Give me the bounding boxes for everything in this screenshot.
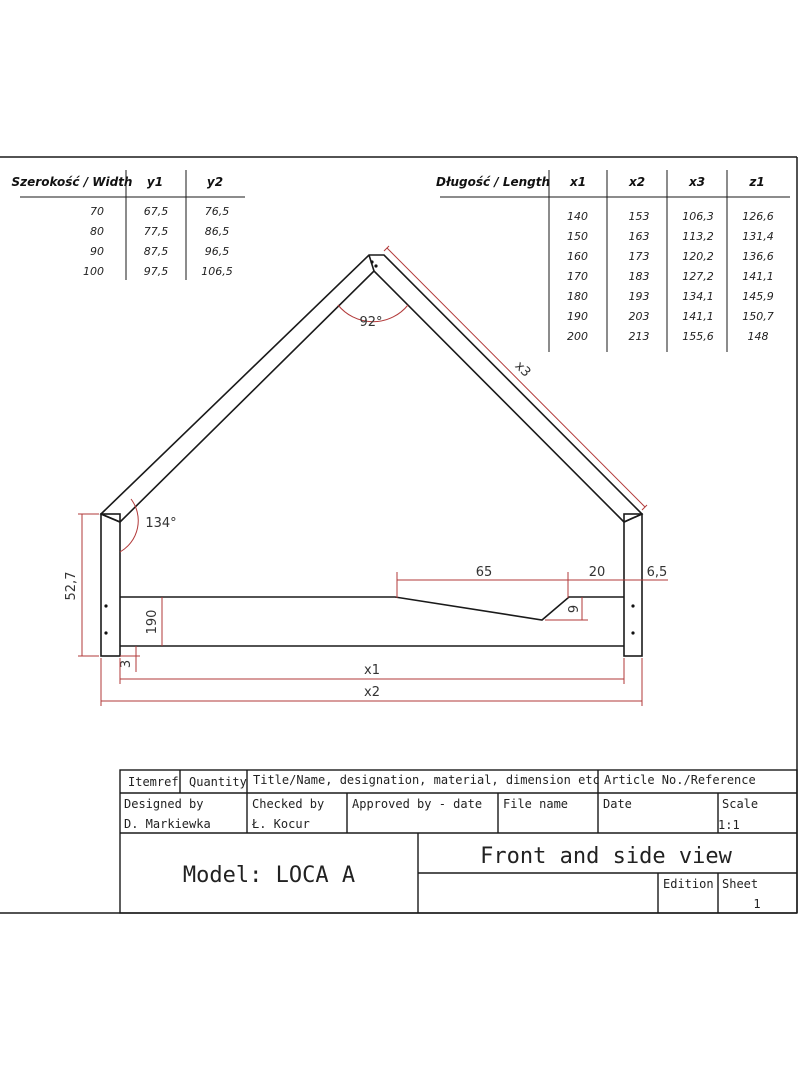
length-table-header-size: Długość / Length — [435, 175, 551, 189]
length-cell: 141,1 — [742, 270, 774, 283]
width-cell: 97,5 — [143, 265, 169, 278]
length-cell: 120,2 — [682, 250, 714, 263]
x2-dimension-label: x2 — [364, 685, 380, 700]
rail-height-dimension-label: 190 — [145, 609, 160, 635]
width-table-header-y1: y1 — [146, 175, 164, 189]
designed-by-label: Designed by — [124, 797, 204, 811]
length-cell: 173 — [628, 250, 650, 263]
width-cell: 76,5 — [204, 205, 230, 218]
side-rail-top — [120, 597, 624, 620]
length-cell: 170 — [567, 270, 588, 283]
itemref-label: Itemref — [128, 775, 179, 789]
width-cell: 96,5 — [204, 245, 230, 258]
width-table-header-size: Szerokość / Width — [11, 175, 133, 189]
length-cell: 106,3 — [682, 210, 714, 223]
length-table — [436, 170, 790, 352]
length-cell: 153 — [628, 210, 650, 223]
checked-by-label: Checked by — [252, 797, 325, 811]
quantity-label: Quantity — [189, 775, 247, 789]
length-cell: 163 — [628, 230, 650, 243]
edition-label: Edition — [663, 877, 714, 891]
width-cell: 106,5 — [201, 265, 233, 278]
length-cell: 150 — [567, 230, 588, 243]
top-angle-label: 92° — [359, 315, 383, 330]
length-cell: 200 — [567, 330, 588, 343]
roof-right-joint — [624, 514, 642, 522]
roof-frame — [101, 255, 642, 522]
x3-dimension-label: x3 — [511, 358, 534, 381]
width-cell: 77,5 — [143, 225, 169, 238]
side-angle-label: 134° — [145, 516, 177, 531]
length-table-header-x3: x3 — [688, 175, 706, 189]
length-cell: 155,6 — [682, 330, 714, 343]
title-name-label: Title/Name, designation, material, dimension etc — [253, 773, 600, 787]
width-cell: 67,5 — [143, 205, 169, 218]
cutout-65-dimension-label: 65 — [475, 565, 493, 580]
height-dimension-label: 52,7 — [64, 571, 79, 601]
length-cell: 131,4 — [742, 230, 774, 243]
file-name-label: File name — [503, 797, 569, 811]
scale-value: 1:1 — [718, 818, 740, 832]
sheet-value: 1 — [753, 897, 761, 911]
date-label: Date — [603, 797, 632, 811]
width-cell: 70 — [90, 205, 104, 218]
length-cell: 113,2 — [682, 230, 714, 243]
width-table — [12, 170, 245, 280]
sheet-label: Sheet — [722, 877, 759, 891]
designed-by-value: D. Markiewka — [124, 817, 211, 831]
length-cell: 193 — [628, 290, 650, 303]
post-6-5-dimension-label: 6,5 — [646, 565, 668, 580]
length-cell: 203 — [628, 310, 650, 323]
length-cell: 140 — [567, 210, 588, 223]
width-cell: 80 — [90, 225, 104, 238]
offset-3-dimension-label: 3 — [119, 659, 134, 669]
checked-by-value: Ł. Kocur — [252, 817, 310, 831]
length-cell: 180 — [567, 290, 588, 303]
right-post — [624, 514, 642, 656]
length-cell: 127,2 — [682, 270, 714, 283]
article-label: Article No./Reference — [604, 773, 756, 787]
length-cell: 134,1 — [682, 290, 714, 303]
length-cell: 160 — [567, 250, 588, 263]
length-cell: 190 — [567, 310, 588, 323]
cutout-20-dimension-label: 20 — [588, 565, 606, 580]
model-name: Model: LOCA A — [182, 863, 356, 888]
length-cell: 126,6 — [742, 210, 774, 223]
length-cell: 145,9 — [742, 290, 774, 303]
title-block — [120, 770, 797, 913]
length-cell: 183 — [628, 270, 650, 283]
length-table-header-x1: x1 — [569, 175, 587, 189]
roof-left-joint — [101, 514, 120, 522]
length-table-header-z1: z1 — [749, 175, 765, 189]
length-table-header-x2: x2 — [628, 175, 646, 189]
side-angle-arc — [120, 499, 138, 552]
width-cell: 86,5 — [204, 225, 230, 238]
left-post — [101, 514, 120, 656]
length-cell: 213 — [628, 330, 650, 343]
x3-dimension-line — [387, 248, 645, 507]
width-table-header-y2: y2 — [206, 175, 224, 189]
width-cell: 87,5 — [143, 245, 169, 258]
length-cell: 148 — [747, 330, 769, 343]
x1-dimension-label: x1 — [364, 663, 380, 678]
cutout-9-dimension-label: 9 — [567, 604, 582, 614]
width-cell: 100 — [83, 265, 104, 278]
approved-by-label: Approved by - date — [352, 797, 483, 811]
length-cell: 150,7 — [742, 310, 774, 323]
width-cell: 90 — [90, 245, 104, 258]
length-cell: 136,6 — [742, 250, 774, 263]
scale-label: Scale — [722, 797, 759, 811]
length-cell: 141,1 — [682, 310, 714, 323]
view-title: Front and side view — [480, 844, 732, 869]
